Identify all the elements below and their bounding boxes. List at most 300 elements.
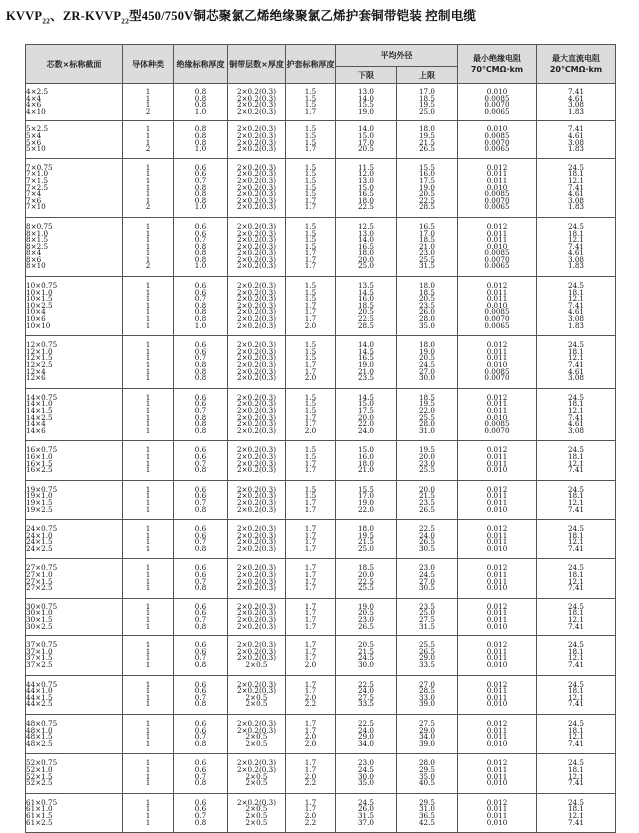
cell-line: 7×10 xyxy=(26,202,46,212)
cell-line: 1.5 xyxy=(304,162,317,172)
cell-line: 0.010 xyxy=(486,817,508,827)
cell-line: 0.6 xyxy=(194,646,207,656)
cell-sheath xyxy=(286,636,336,675)
cell-line: 1 xyxy=(145,504,151,514)
cell-line: 2×0.2(0.3) xyxy=(236,100,277,110)
cell-line: 1 xyxy=(145,248,151,258)
cell-line: 0.6 xyxy=(194,570,207,580)
cell-line: 1 xyxy=(145,491,151,501)
cell-line: 2×0.2(0.3) xyxy=(236,570,277,580)
table-row xyxy=(26,559,616,598)
cell-sheath xyxy=(286,158,336,217)
cell-line: 2×0.2(0.3) xyxy=(236,346,277,356)
cell-line: 0.011 xyxy=(486,458,508,468)
cell-cores xyxy=(26,480,123,519)
cell-line: 0.6 xyxy=(194,758,207,768)
cell-line: 0.6 xyxy=(194,399,207,409)
cell-line: 18.1 xyxy=(567,608,584,618)
cell-insulation xyxy=(174,441,228,480)
cell-line: 61×1.5 xyxy=(26,810,53,820)
cell-copper-tape xyxy=(228,754,286,793)
cell-line: 0.8 xyxy=(194,93,207,103)
cell-line: 1 xyxy=(145,320,151,330)
cell-line: 24.5 xyxy=(357,653,374,663)
cell-line: 30.0 xyxy=(357,660,374,669)
cell-line: 2×0.2(0.3) xyxy=(236,221,277,231)
cell-line: 23.0 xyxy=(418,563,435,573)
cell-line: 16.0 xyxy=(357,294,374,304)
cell-line: 1 xyxy=(145,465,151,475)
cell-od-upper xyxy=(397,754,458,793)
cell-line: 1 xyxy=(145,646,151,656)
cell-line: 12.1 xyxy=(567,294,584,304)
cell-cores xyxy=(26,754,123,793)
cell-od-upper xyxy=(397,559,458,598)
cell-line: 12.1 xyxy=(567,615,584,625)
cell-line: 12.0 xyxy=(357,169,374,179)
cell-min-ir xyxy=(458,84,537,121)
cell-insulation xyxy=(174,158,228,217)
cell-line: 12.1 xyxy=(567,771,584,781)
cell-line: 1.7 xyxy=(304,583,317,593)
cell-line: 22.5 xyxy=(357,679,374,689)
cell-line: 2×0.5 xyxy=(245,660,268,669)
cell-line: 2×0.2(0.3) xyxy=(236,175,277,185)
cell-line: 24.5 xyxy=(567,601,584,611)
cell-line: 18.0 xyxy=(418,340,435,350)
cell-line: 44×0.75 xyxy=(26,679,58,689)
cell-line: 12.1 xyxy=(567,175,584,185)
cell-cores xyxy=(26,217,123,276)
cell-line: 2.2 xyxy=(304,699,317,709)
cell-max-dcr xyxy=(537,277,616,336)
cell-line: 1.7 xyxy=(304,621,317,631)
cell-line: 1.5 xyxy=(304,221,317,231)
cell-insulation xyxy=(174,84,228,121)
cell-line: 0.0070 xyxy=(484,195,510,205)
cell-line: 1 xyxy=(145,314,151,324)
cell-line: 2×0.2(0.3) xyxy=(236,399,277,409)
cell-line: 0.6 xyxy=(194,804,207,814)
cell-line: 1.5 xyxy=(304,405,317,415)
cell-line: 5×2.5 xyxy=(26,124,49,134)
cell-od-lower xyxy=(336,636,397,675)
cell-line: 2×0.2(0.3) xyxy=(236,248,277,258)
table-row xyxy=(26,754,616,793)
cell-line: 0.010 xyxy=(486,621,508,631)
cell-line: 2.0 xyxy=(304,320,317,330)
cell-line: 19.0 xyxy=(357,497,374,507)
cell-line: 0.010 xyxy=(486,360,508,369)
cell-line: 1 xyxy=(145,346,151,356)
cell-line: 1.5 xyxy=(304,93,317,103)
cell-line: 21.5 xyxy=(357,646,374,656)
cell-line: 2 xyxy=(145,202,151,212)
cell-line: 7×1.0 xyxy=(26,169,49,179)
cell-line: 19×0.75 xyxy=(26,484,58,494)
cell-copper-tape xyxy=(228,675,286,714)
cell-line: 2 xyxy=(145,261,151,271)
cell-line: 1 xyxy=(145,608,151,618)
cell-line: 0.011 xyxy=(486,576,508,586)
cell-cores xyxy=(26,336,123,389)
cell-line: 26.5 xyxy=(418,646,435,656)
cell-line: 0.0070 xyxy=(484,373,510,383)
cell-copper-tape xyxy=(228,277,286,336)
cell-line: 2 xyxy=(145,106,151,116)
cell-line: 0.8 xyxy=(194,366,207,376)
cell-insulation xyxy=(174,336,228,389)
cell-od-lower xyxy=(336,158,397,217)
cell-line: 7.41 xyxy=(567,412,584,422)
cell-line: 12×6 xyxy=(26,373,46,383)
cell-line: 1 xyxy=(145,175,151,185)
cell-line: 1.83 xyxy=(567,106,584,116)
cell-line: 22.5 xyxy=(357,576,374,586)
header-copper-tape: 铜带层数×厚度 xyxy=(228,45,286,84)
cell-line: 1 xyxy=(145,294,151,304)
cell-line: 1 xyxy=(145,804,151,814)
cell-line: 2×0.2(0.3) xyxy=(236,294,277,304)
cell-line: 4.61 xyxy=(567,419,584,429)
cell-cores xyxy=(26,520,123,559)
cell-line: 1.7 xyxy=(304,524,317,534)
cell-line: 0.012 xyxy=(486,340,508,350)
cell-sheath xyxy=(286,714,336,753)
cell-line: 0.0085 xyxy=(484,130,510,140)
cell-line: 2×0.2(0.3) xyxy=(236,189,277,199)
cell-line: 21.0 xyxy=(418,241,435,251)
cell-cores xyxy=(26,121,123,158)
cell-cores xyxy=(26,84,123,121)
cell-line: 28.5 xyxy=(357,320,374,330)
cell-line: 1.7 xyxy=(304,764,317,774)
cell-cores xyxy=(26,559,123,598)
cell-line: 2×0.2(0.3) xyxy=(236,392,277,402)
cell-min-ir xyxy=(458,675,537,714)
cell-line: 12.1 xyxy=(567,458,584,468)
header-sheath: 护套标称厚度 xyxy=(286,45,336,84)
cell-line: 2×0.2(0.3) xyxy=(236,679,277,689)
cell-line: 23.5 xyxy=(357,373,374,383)
cell-line: 7.41 xyxy=(567,124,584,134)
cell-line: 1 xyxy=(145,195,151,205)
cell-line: 0.6 xyxy=(194,169,207,179)
cell-line: 0.0085 xyxy=(484,248,510,258)
cell-line: 2×0.2(0.3) xyxy=(236,162,277,172)
cell-line: 23.0 xyxy=(418,458,435,468)
cell-line: 2.0 xyxy=(304,732,317,742)
cell-line: 0.8 xyxy=(194,621,207,631)
cell-line: 1 xyxy=(145,699,151,709)
cell-line: 1.0 xyxy=(194,320,207,330)
cell-conductor xyxy=(123,388,174,441)
cell-line: 11.5 xyxy=(357,162,374,172)
cell-line: 2×0.2(0.3) xyxy=(236,537,277,547)
cell-line: 19.0 xyxy=(418,346,435,356)
cell-line: 2×0.2(0.3) xyxy=(236,261,277,271)
cell-line: 18.5 xyxy=(357,300,374,310)
cell-line: 27×2.5 xyxy=(26,583,53,593)
cell-line: 0.7 xyxy=(194,810,207,820)
table-row xyxy=(26,158,616,217)
cell-line: 31.0 xyxy=(418,425,435,435)
cell-line: 1 xyxy=(145,353,151,363)
cell-line: 15.0 xyxy=(357,182,374,192)
cell-line: 0.0065 xyxy=(484,144,510,154)
cell-line: 29.0 xyxy=(357,732,374,742)
cell-line: 1 xyxy=(145,692,151,702)
cell-copper-tape xyxy=(228,559,286,598)
cell-line: 24×2.5 xyxy=(26,543,53,553)
cell-line: 15.0 xyxy=(357,399,374,409)
cell-line: 22.5 xyxy=(357,202,374,212)
cell-line: 7.41 xyxy=(567,817,584,827)
cell-line: 23.0 xyxy=(418,248,435,258)
cell-line: 1 xyxy=(145,817,151,827)
cell-line: 1 xyxy=(145,182,151,192)
cell-line: 2×0.2(0.3) xyxy=(236,653,277,663)
cell-line: 1.7 xyxy=(304,419,317,429)
table-row xyxy=(26,388,616,441)
cell-line: 27.0 xyxy=(418,366,435,376)
cell-line: 12.1 xyxy=(567,732,584,742)
cell-line: 0.011 xyxy=(486,497,508,507)
cell-line: 2×0.2(0.3) xyxy=(236,307,277,317)
cell-line: 24.5 xyxy=(567,221,584,231)
cell-line: 2×0.2(0.3) xyxy=(236,340,277,350)
cell-line: 26.5 xyxy=(418,537,435,547)
cell-od-lower xyxy=(336,520,397,559)
cell-line: 12.1 xyxy=(567,692,584,702)
cell-line: 24.5 xyxy=(567,718,584,728)
cell-line: 2×0.5 xyxy=(245,778,268,788)
cell-line: 0.8 xyxy=(194,182,207,192)
cell-line: 0.6 xyxy=(194,524,207,534)
cell-line: 21.0 xyxy=(357,465,374,475)
cell-line: 0.011 xyxy=(486,353,508,363)
cell-sheath xyxy=(286,480,336,519)
cell-line: 0.8 xyxy=(194,189,207,199)
cell-line: 2×0.2(0.3) xyxy=(236,563,277,573)
cell-line: 12×1.0 xyxy=(26,346,53,356)
cell-line: 14×1.5 xyxy=(26,405,53,415)
cell-line: 10×2.5 xyxy=(26,300,53,310)
cell-line: 1.5 xyxy=(304,281,317,291)
header-lower: 下限 xyxy=(336,67,397,84)
cell-line: 13.0 xyxy=(357,175,374,185)
cell-line: 2×0.2(0.3) xyxy=(236,87,277,96)
cell-line: 1 xyxy=(145,287,151,297)
cell-line: 1.7 xyxy=(304,640,317,650)
cell-line: 0.011 xyxy=(486,653,508,663)
cell-line: 13.5 xyxy=(357,281,374,291)
cell-line: 2×0.2(0.3) xyxy=(236,202,277,212)
cell-line: 21.5 xyxy=(418,491,435,501)
cell-line: 16.5 xyxy=(357,189,374,199)
cell-line: 30.0 xyxy=(418,373,435,383)
cell-line: 8×10 xyxy=(26,261,46,271)
cell-copper-tape xyxy=(228,480,286,519)
cell-line: 2×0.2(0.3) xyxy=(236,320,277,330)
cell-line: 18.1 xyxy=(567,287,584,297)
cell-line: 18.5 xyxy=(418,93,435,103)
cell-line: 1.83 xyxy=(567,144,584,154)
cell-line: 14.0 xyxy=(357,93,374,103)
cell-line: 0.7 xyxy=(194,576,207,586)
cell-line: 44×1.0 xyxy=(26,686,53,696)
cell-line: 22.5 xyxy=(357,314,374,324)
cell-line: 0.010 xyxy=(486,699,508,709)
cell-line: 29.5 xyxy=(418,797,435,807)
cell-line: 0.012 xyxy=(486,484,508,494)
cell-line: 24.5 xyxy=(567,340,584,350)
cell-line: 1.5 xyxy=(304,445,317,455)
cell-line: 2×0.2(0.3) xyxy=(236,353,277,363)
title-sub-2: 22 xyxy=(121,16,130,26)
cell-line: 0.010 xyxy=(486,504,508,514)
cell-line: 0.011 xyxy=(486,686,508,696)
cell-line: 24.5 xyxy=(567,281,584,291)
cell-conductor xyxy=(123,277,174,336)
cell-line: 1.7 xyxy=(304,601,317,611)
cell-line: 0.7 xyxy=(194,353,207,363)
cell-line: 2×0.2(0.3) xyxy=(236,686,277,696)
cell-cores xyxy=(26,675,123,714)
cell-line: 0.012 xyxy=(486,392,508,402)
cell-line: 1.5 xyxy=(304,169,317,179)
cell-line: 1.83 xyxy=(567,261,584,271)
cell-line: 1 xyxy=(145,373,151,383)
cell-line: 18.1 xyxy=(567,530,584,540)
cell-line: 3.08 xyxy=(567,137,584,147)
cell-line: 1 xyxy=(145,615,151,625)
cell-line: 1.5 xyxy=(304,130,317,140)
table-row xyxy=(26,84,616,121)
cell-line: 12.5 xyxy=(357,221,374,231)
cell-max-dcr xyxy=(537,121,616,158)
cell-od-lower xyxy=(336,84,397,121)
cell-line: 28.5 xyxy=(418,202,435,212)
cell-line: 20.5 xyxy=(418,189,435,199)
cell-line: 24.5 xyxy=(567,758,584,768)
cell-line: 1 xyxy=(145,221,151,231)
cell-conductor xyxy=(123,217,174,276)
cell-line: 24.5 xyxy=(567,524,584,534)
cell-line: 28.5 xyxy=(418,686,435,696)
cell-line: 0.6 xyxy=(194,725,207,735)
cell-line: 1.7 xyxy=(304,537,317,547)
cell-line: 1.7 xyxy=(304,718,317,728)
cell-max-dcr xyxy=(537,793,616,832)
cell-max-dcr xyxy=(537,336,616,389)
cell-od-upper xyxy=(397,277,458,336)
cell-insulation xyxy=(174,121,228,158)
cell-line: 15.0 xyxy=(357,130,374,140)
cell-line: 0.0070 xyxy=(484,425,510,435)
cell-line: 7.41 xyxy=(567,583,584,593)
cell-line: 20.0 xyxy=(418,451,435,461)
cell-line: 2.0 xyxy=(304,692,317,702)
cell-min-ir xyxy=(458,754,537,793)
cell-insulation xyxy=(174,520,228,559)
cell-line: 0.8 xyxy=(194,241,207,251)
cell-line: 19×2.5 xyxy=(26,504,53,514)
cell-line: 7×1.5 xyxy=(26,175,49,185)
cell-od-lower xyxy=(336,480,397,519)
cell-line: 24.0 xyxy=(418,530,435,540)
cell-line: 1.5 xyxy=(304,484,317,494)
cell-line: 1 xyxy=(145,524,151,534)
cell-line: 24×1.5 xyxy=(26,537,53,547)
cell-line: 39.0 xyxy=(418,699,435,709)
cell-line: 2×0.2(0.3) xyxy=(236,445,277,455)
cell-line: 1.5 xyxy=(304,87,317,96)
cell-sheath xyxy=(286,441,336,480)
cell-copper-tape xyxy=(228,441,286,480)
cell-line: 23.5 xyxy=(418,300,435,310)
cell-line: 0.010 xyxy=(486,738,508,748)
cell-max-dcr xyxy=(537,754,616,793)
cell-line: 0.8 xyxy=(194,660,207,669)
cell-line: 0.011 xyxy=(486,537,508,547)
cell-line: 0.8 xyxy=(194,248,207,258)
cell-insulation xyxy=(174,636,228,675)
cell-line: 27.5 xyxy=(418,615,435,625)
cell-sheath xyxy=(286,388,336,441)
cell-line: 1 xyxy=(145,366,151,376)
cell-line: 7.41 xyxy=(567,504,584,514)
cell-line: 2×0.2(0.3) xyxy=(236,93,277,103)
cell-insulation xyxy=(174,714,228,753)
cell-line: 2×0.2(0.3) xyxy=(236,797,277,807)
cell-line: 25.0 xyxy=(418,608,435,618)
cell-line: 1 xyxy=(145,445,151,455)
cell-line: 1 xyxy=(145,537,151,547)
cell-line: 0.011 xyxy=(486,570,508,580)
cell-line: 31.0 xyxy=(418,804,435,814)
cell-line: 0.011 xyxy=(486,175,508,185)
min-ir-unit: 70℃MΩ·km xyxy=(470,65,524,74)
cell-line: 1.7 xyxy=(304,497,317,507)
cell-line: 0.7 xyxy=(194,771,207,781)
cell-line: 25.5 xyxy=(357,583,374,593)
cell-line: 0.011 xyxy=(486,235,508,245)
cell-line: 24×1.0 xyxy=(26,530,53,540)
cell-line: 26.0 xyxy=(418,307,435,317)
cell-line: 8×0.75 xyxy=(26,221,53,231)
cell-line: 0.011 xyxy=(486,346,508,356)
cell-copper-tape xyxy=(228,388,286,441)
cell-line: 0.0070 xyxy=(484,100,510,110)
cell-line: 2×0.2(0.3) xyxy=(236,758,277,768)
cell-line: 27.5 xyxy=(418,718,435,728)
cell-line: 0.0070 xyxy=(484,254,510,264)
cell-line: 61×0.75 xyxy=(26,797,58,807)
cell-line: 19.5 xyxy=(418,100,435,110)
cell-line: 0.6 xyxy=(194,640,207,650)
cell-line: 0.0085 xyxy=(484,189,510,199)
cell-line: 1 xyxy=(145,189,151,199)
cell-min-ir xyxy=(458,636,537,675)
cell-line: 34.0 xyxy=(418,732,435,742)
cell-line: 0.6 xyxy=(194,228,207,238)
cell-line: 0.6 xyxy=(194,679,207,689)
cell-conductor xyxy=(123,520,174,559)
cell-line: 0.6 xyxy=(194,601,207,611)
cell-line: 0.7 xyxy=(194,497,207,507)
cell-line: 27×0.75 xyxy=(26,563,58,573)
